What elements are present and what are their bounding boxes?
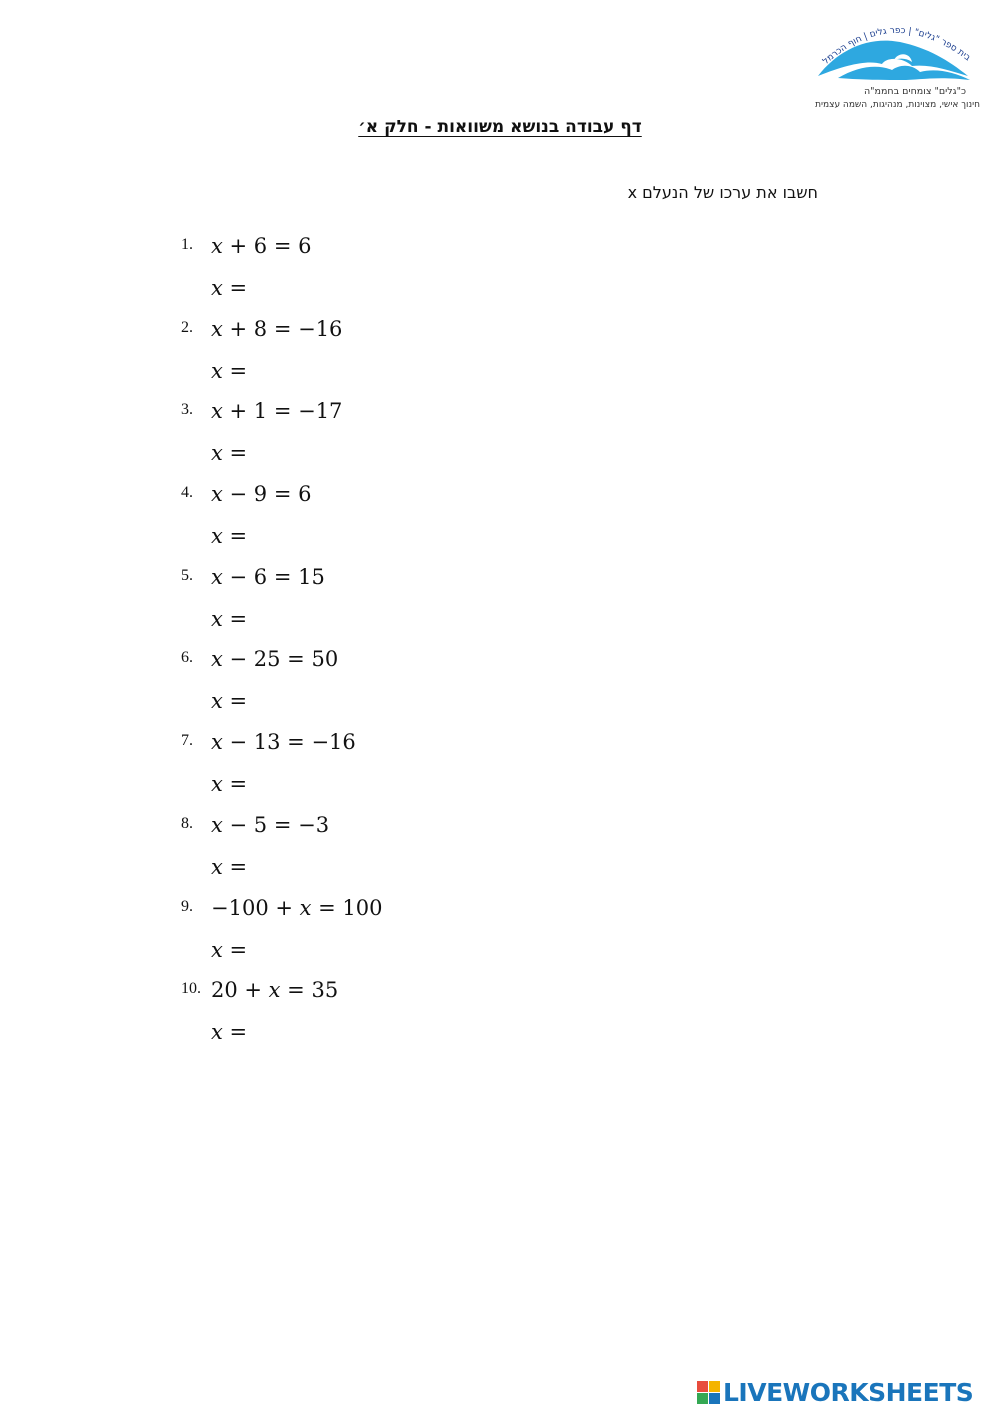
exercise-number: 8.	[181, 814, 193, 832]
exercise-number: 2.	[181, 318, 193, 336]
exercise-equation: 𝑥 + 1 = −17	[211, 399, 343, 424]
exercise-number: 10.	[181, 980, 201, 998]
exercise-item	[0, 309, 700, 392]
brand-cubes-icon	[697, 1381, 721, 1405]
exercise-item	[0, 557, 700, 640]
exercise-equation: −100 + 𝑥 = 100	[211, 895, 383, 920]
answer-prompt[interactable]: 𝑥 =	[211, 358, 248, 383]
exercise-equation: 𝑥 − 25 = 50	[211, 647, 339, 672]
exercise-equation: 𝑥 − 9 = 6	[211, 482, 312, 507]
brand-wordmark: LIVEWORKSHEETS	[723, 1378, 974, 1407]
exercise-number: 7.	[181, 732, 193, 750]
answer-prompt[interactable]: 𝑥 =	[211, 772, 248, 797]
school-logo	[808, 20, 980, 112]
exercise-item	[0, 722, 700, 805]
answer-prompt[interactable]: 𝑥 =	[211, 937, 248, 962]
exercise-number: 9.	[181, 897, 193, 915]
exercise-equation: 𝑥 − 6 = 15	[211, 564, 325, 589]
exercise-item	[0, 639, 700, 722]
page-title: דף עבודה בנושא משוואות - חלק א׳	[358, 117, 642, 137]
exercise-equation: 𝑥 + 8 = −16	[211, 316, 343, 341]
instructions-text: חשבו את ערכו של הנעלם x	[627, 183, 818, 202]
logo-tagline: כ"גלים" צומחים בחממ"ה	[863, 86, 966, 97]
exercise-item	[0, 888, 700, 971]
liveworksheets-brand	[697, 1378, 997, 1408]
logo-subtagline: חינוך אישי, מצוינות, מנהיגות, השמה עצמית	[815, 100, 980, 110]
exercise-item	[0, 391, 700, 474]
exercise-equation: 20 + 𝑥 = 35	[211, 978, 339, 1003]
exercise-number: 3.	[181, 401, 193, 419]
answer-prompt[interactable]: 𝑥 =	[211, 524, 248, 549]
exercise-item	[0, 970, 700, 1053]
answer-prompt[interactable]: 𝑥 =	[211, 606, 248, 631]
logo-arc-text: בית ספר "גלים" | כפר גלים | חוף הכרמל	[821, 25, 973, 67]
answer-prompt[interactable]: 𝑥 =	[211, 441, 248, 466]
wave-logo-graphic	[808, 20, 980, 86]
exercise-list	[0, 226, 700, 1053]
exercise-number: 4.	[181, 484, 193, 502]
exercise-number: 6.	[181, 649, 193, 667]
answer-prompt[interactable]: 𝑥 =	[211, 1020, 248, 1045]
exercise-item	[0, 805, 700, 888]
exercise-equation: 𝑥 + 6 = 6	[211, 234, 312, 258]
exercise-number: 1.	[181, 236, 193, 253]
exercise-number: 5.	[181, 566, 193, 584]
exercise-equation: 𝑥 − 13 = −16	[211, 730, 356, 755]
exercise-item	[0, 474, 700, 557]
answer-prompt[interactable]: 𝑥 =	[211, 276, 248, 300]
exercise-equation: 𝑥 − 5 = −3	[211, 812, 330, 837]
exercise-item	[0, 226, 700, 309]
answer-prompt[interactable]: 𝑥 =	[211, 689, 248, 714]
answer-prompt[interactable]: 𝑥 =	[211, 854, 248, 879]
